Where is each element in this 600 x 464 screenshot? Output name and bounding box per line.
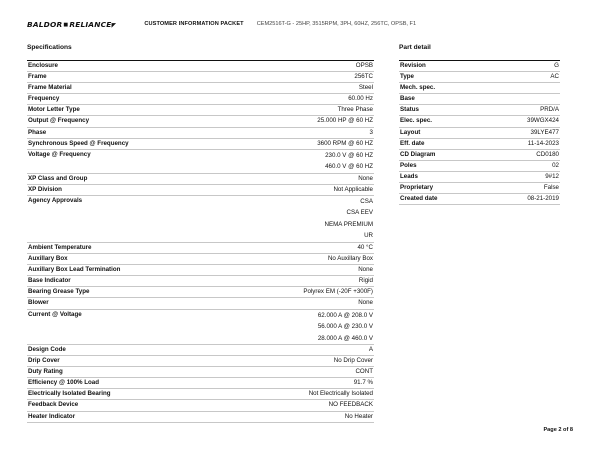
spec-label: Efficiency @ 100% Load bbox=[27, 378, 232, 389]
spec-label: Ambient Temperature bbox=[27, 242, 232, 253]
spec-row bbox=[27, 400, 374, 411]
part-label: Created date bbox=[399, 194, 486, 205]
spec-value-line: Rigid bbox=[358, 277, 373, 285]
spec-value bbox=[232, 309, 374, 345]
spec-value bbox=[232, 94, 374, 105]
spec-value-line: No Auxillary Box bbox=[327, 255, 373, 263]
spec-value bbox=[232, 265, 374, 276]
spec-label: Auxillary Box Lead Termination bbox=[27, 265, 232, 276]
specifications-table bbox=[27, 60, 374, 423]
page-number: Page 2 of 8 bbox=[543, 427, 573, 433]
spec-value-line: CONT bbox=[355, 368, 373, 376]
spec-label: Output @ Frequency bbox=[27, 116, 232, 127]
spec-value-line: Not Electrically Isolated bbox=[308, 390, 373, 398]
spec-label: XP Class and Group bbox=[27, 173, 232, 184]
spec-value-line: CSA bbox=[360, 197, 373, 205]
spec-value-line: 3 bbox=[369, 128, 373, 136]
part-value: AC bbox=[486, 72, 560, 83]
spec-row bbox=[27, 195, 374, 242]
spec-row bbox=[27, 83, 374, 94]
part-row bbox=[399, 94, 560, 105]
spec-value bbox=[232, 389, 374, 400]
spec-value bbox=[232, 61, 374, 72]
spec-value bbox=[232, 195, 374, 242]
spec-value bbox=[232, 276, 374, 287]
part-row bbox=[399, 149, 560, 160]
part-label: Eff. date bbox=[399, 138, 486, 149]
part-label: Revision bbox=[399, 61, 486, 72]
spec-value-line: Not Applicable bbox=[333, 185, 373, 193]
part-row bbox=[399, 105, 560, 116]
spec-label: XP Division bbox=[27, 184, 232, 195]
spec-label: Motor Letter Type bbox=[27, 105, 232, 116]
spec-label: Auxillary Box bbox=[27, 254, 232, 265]
model-description: CEM2516T-G - 25HP, 3515RPM, 3PH, 60HZ, 256TC, OPSB, F1 bbox=[256, 21, 417, 27]
spec-value bbox=[232, 367, 374, 378]
spec-value bbox=[232, 345, 374, 356]
spec-value bbox=[232, 411, 374, 422]
part-label: Leads bbox=[399, 171, 486, 182]
part-label: Poles bbox=[399, 160, 486, 171]
spec-value-line: CSA EEV bbox=[346, 209, 373, 217]
part-row bbox=[399, 183, 560, 194]
part-value: 02 bbox=[486, 160, 560, 171]
spec-label: Feedback Device bbox=[27, 400, 232, 411]
spec-label: Base Indicator bbox=[27, 276, 232, 287]
spec-value-line: NEMA PREMIUM bbox=[324, 220, 373, 228]
spec-label: Electrically Isolated Bearing bbox=[27, 389, 232, 400]
spec-label: Synchronous Speed @ Frequency bbox=[27, 138, 232, 149]
spec-value-line: None bbox=[358, 174, 373, 182]
spec-label: Enclosure bbox=[27, 61, 232, 72]
part-row bbox=[399, 61, 560, 72]
part-value: CD0180 bbox=[486, 149, 560, 160]
spec-value-line: 256TC bbox=[354, 73, 373, 81]
spec-value-line: NO FEEDBACK bbox=[328, 401, 373, 409]
spec-row bbox=[27, 105, 374, 116]
spec-row bbox=[27, 242, 374, 253]
spec-row bbox=[27, 173, 374, 184]
spec-value bbox=[232, 116, 374, 127]
part-row bbox=[399, 171, 560, 182]
spec-value-line: Three Phase bbox=[337, 106, 373, 114]
spec-value bbox=[232, 83, 374, 94]
spec-row bbox=[27, 61, 374, 72]
page-header bbox=[27, 18, 416, 30]
spec-row bbox=[27, 94, 374, 105]
part-value: 39WGX424 bbox=[486, 116, 560, 127]
spec-row bbox=[27, 254, 374, 265]
spec-value-line: 3600 RPM @ 60 HZ bbox=[317, 139, 373, 147]
spec-label: Duty Rating bbox=[27, 367, 232, 378]
spec-row bbox=[27, 72, 374, 83]
spec-row bbox=[27, 138, 374, 149]
spec-value-line: 25.000 HP @ 60 HZ bbox=[317, 117, 373, 125]
spec-value bbox=[232, 298, 374, 309]
part-value bbox=[486, 94, 560, 105]
spec-row bbox=[27, 367, 374, 378]
spec-value-line: 60.00 Hz bbox=[348, 95, 373, 103]
part-row bbox=[399, 72, 560, 83]
spec-label: Drip Cover bbox=[27, 356, 232, 367]
part-row bbox=[399, 160, 560, 171]
spec-value-line: None bbox=[358, 266, 373, 274]
part-value: 9#12 bbox=[486, 171, 560, 182]
spec-value bbox=[232, 173, 374, 184]
part-row bbox=[399, 194, 560, 205]
spec-row bbox=[27, 116, 374, 127]
part-detail-title: Part detail bbox=[399, 44, 431, 51]
brand-left: BALDOR bbox=[27, 19, 63, 29]
brand-separator-icon: ■ bbox=[63, 21, 69, 28]
spec-label: Heater Indicator bbox=[27, 411, 232, 422]
spec-value-line: 460.0 V @ 60 HZ bbox=[325, 163, 373, 171]
spec-value bbox=[232, 184, 374, 195]
spec-value-line: None bbox=[358, 299, 373, 307]
spec-value-line: Polyrex EM (-20F +300F) bbox=[303, 288, 373, 296]
brand-right: RELIANCE bbox=[69, 19, 112, 29]
part-row bbox=[399, 138, 560, 149]
spec-value-line: UR bbox=[364, 232, 373, 240]
part-label: Status bbox=[399, 105, 486, 116]
spec-label: Voltage @ Frequency bbox=[27, 149, 232, 173]
part-row bbox=[399, 83, 560, 94]
spec-value-line: No Heater bbox=[344, 412, 373, 420]
spec-row bbox=[27, 345, 374, 356]
spec-row bbox=[27, 127, 374, 138]
part-value: PRD/A bbox=[486, 105, 560, 116]
part-label: Elec. spec. bbox=[399, 116, 486, 127]
spec-value bbox=[232, 287, 374, 298]
spec-row bbox=[27, 149, 374, 173]
spec-value-line: 56.000 A @ 230.0 V bbox=[317, 323, 373, 330]
spec-label: Frame Material bbox=[27, 83, 232, 94]
spec-label: Frequency bbox=[27, 94, 232, 105]
spec-label: Bearing Grease Type bbox=[27, 287, 232, 298]
spec-row bbox=[27, 411, 374, 422]
specifications-title: Specifications bbox=[27, 44, 72, 51]
spec-label: Current @ Voltage bbox=[27, 309, 232, 345]
spec-value bbox=[232, 127, 374, 138]
spec-value bbox=[232, 242, 374, 253]
spec-value bbox=[232, 400, 374, 411]
spec-row bbox=[27, 287, 374, 298]
spec-value-line: 40 °C bbox=[357, 243, 373, 251]
part-value: G bbox=[486, 61, 560, 72]
spec-value bbox=[232, 378, 374, 389]
part-label: CD Diagram bbox=[399, 149, 486, 160]
part-value: 39LYE477 bbox=[486, 127, 560, 138]
spec-row bbox=[27, 309, 374, 345]
spec-row bbox=[27, 389, 374, 400]
part-value: 11-14-2023 bbox=[486, 138, 560, 149]
spec-value bbox=[232, 356, 374, 367]
spec-value-line: Steel bbox=[358, 84, 373, 92]
spec-label: Design Code bbox=[27, 345, 232, 356]
spec-value-line: 28.000 A @ 460.0 V bbox=[317, 334, 373, 342]
spec-row bbox=[27, 265, 374, 276]
part-row bbox=[399, 127, 560, 138]
spec-value-line: OPSB bbox=[355, 62, 373, 69]
spec-label: Agency Approvals bbox=[27, 195, 232, 242]
spec-value-line: A bbox=[368, 346, 373, 353]
part-label: Layout bbox=[399, 127, 486, 138]
spec-row bbox=[27, 276, 374, 287]
spec-label: Frame bbox=[27, 72, 232, 83]
spec-value bbox=[232, 72, 374, 83]
spec-value bbox=[232, 105, 374, 116]
packet-title: CUSTOMER INFORMATION PACKET bbox=[144, 21, 244, 27]
spec-value bbox=[232, 254, 374, 265]
spec-row bbox=[27, 184, 374, 195]
part-detail-table bbox=[399, 60, 560, 205]
spec-row bbox=[27, 356, 374, 367]
spec-label: Blower bbox=[27, 298, 232, 309]
spec-value-line: 91.7 % bbox=[353, 379, 373, 387]
part-label: Mech. spec. bbox=[399, 83, 486, 94]
brand-logo: BALDOR■RELIANCE◤ bbox=[27, 19, 117, 29]
spec-label: Phase bbox=[27, 127, 232, 138]
spec-row bbox=[27, 298, 374, 309]
spec-value bbox=[232, 138, 374, 149]
part-row bbox=[399, 116, 560, 127]
part-value: False bbox=[486, 183, 560, 194]
spec-row bbox=[27, 378, 374, 389]
part-label: Proprietary bbox=[399, 183, 486, 194]
spec-value-line: 62.000 A @ 208.0 V bbox=[317, 311, 373, 319]
spec-value bbox=[232, 149, 374, 173]
part-label: Base bbox=[399, 94, 486, 105]
spec-value-line: 230.0 V @ 60 HZ bbox=[325, 151, 373, 159]
part-value bbox=[486, 83, 560, 94]
part-label: Type bbox=[399, 72, 486, 83]
part-value: 08-21-2019 bbox=[486, 194, 560, 205]
spec-value-line: No Drip Cover bbox=[333, 357, 373, 365]
